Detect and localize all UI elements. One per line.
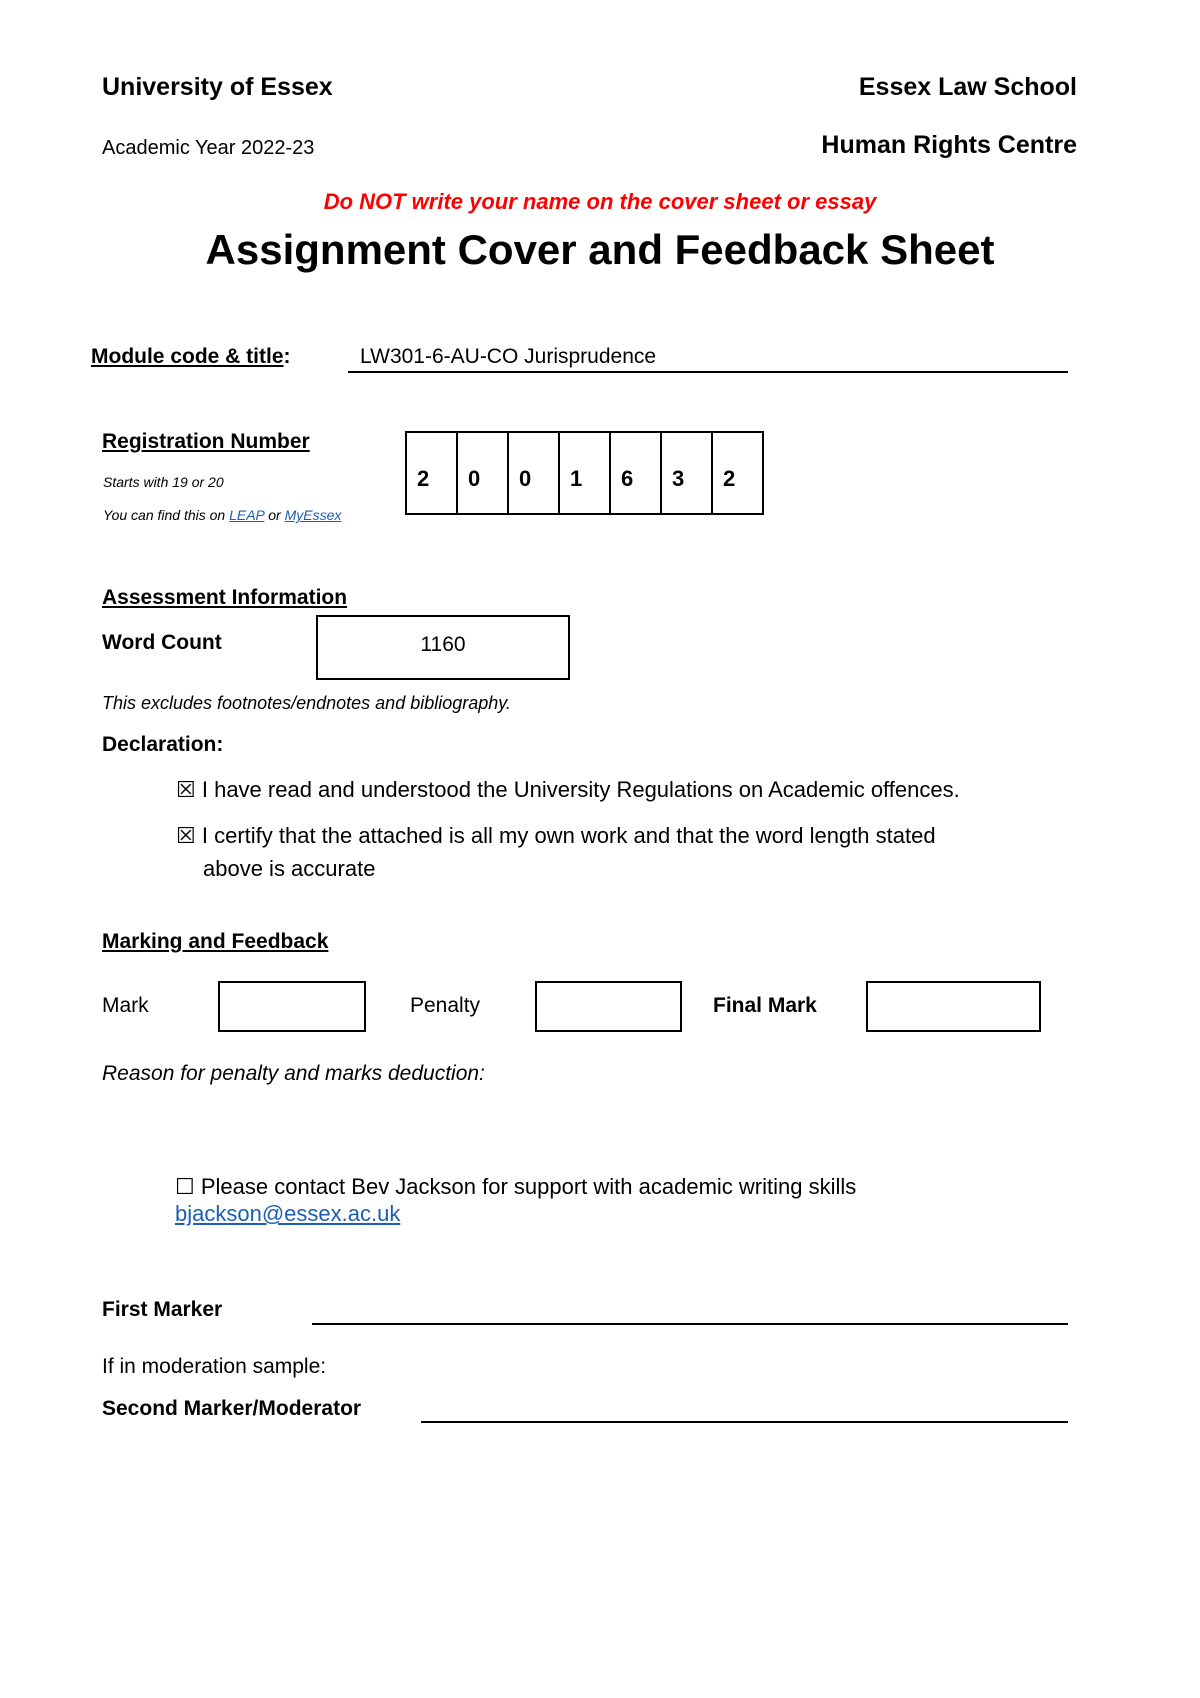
- centre-name: Human Rights Centre: [821, 131, 1077, 159]
- final-mark-label: Final Mark: [713, 994, 817, 1017]
- word-count-label: Word Count: [102, 631, 222, 654]
- name-warning: Do NOT write your name on the cover sheet or essay: [323, 189, 877, 214]
- declaration-item-1: ☒ I have read and understood the University Regulations on Academic offences.: [176, 777, 960, 802]
- registration-hint: Starts with 19 or 20: [103, 474, 224, 490]
- registration-digit[interactable]: 0: [456, 431, 509, 515]
- writing-support-option: ☐ Please contact Bev Jackson for support with academic writing skills: [175, 1174, 857, 1199]
- checkbox-empty-icon[interactable]: ☐: [175, 1174, 195, 1199]
- module-underline: [348, 371, 1068, 373]
- registration-heading: Registration Number: [102, 430, 310, 453]
- penalty-label: Penalty: [410, 994, 481, 1017]
- checkbox-checked-icon[interactable]: ☒: [176, 823, 196, 848]
- registration-number-boxes: [405, 431, 764, 515]
- registration-digit[interactable]: 3: [660, 431, 713, 515]
- module-label: Module code & title:: [91, 345, 291, 368]
- support-email-link[interactable]: bjackson@essex.ac.uk: [175, 1201, 401, 1226]
- marking-heading: Marking and Feedback: [102, 930, 329, 953]
- registration-digit[interactable]: 2: [711, 431, 764, 515]
- second-marker-line[interactable]: [421, 1421, 1068, 1423]
- declaration-item-2: ☒ I certify that the attached is all my own work and that the word length stated: [176, 823, 936, 848]
- registration-digit[interactable]: 2: [405, 431, 458, 515]
- page-title: Assignment Cover and Feedback Sheet: [205, 226, 995, 273]
- mark-label: Mark: [102, 994, 149, 1017]
- registration-source: You can find this on LEAP or MyEssex: [103, 507, 342, 523]
- declaration-heading: Declaration:: [102, 733, 224, 756]
- assessment-heading: Assessment Information: [102, 586, 348, 609]
- checkbox-checked-icon[interactable]: ☒: [176, 777, 196, 802]
- first-marker-line[interactable]: [312, 1323, 1068, 1325]
- academic-year: Academic Year 2022-23: [102, 137, 315, 159]
- penalty-reason-label: Reason for penalty and marks deduction:: [102, 1062, 485, 1085]
- registration-digit[interactable]: 1: [558, 431, 611, 515]
- leap-link[interactable]: LEAP: [229, 507, 265, 523]
- word-count-field[interactable]: 1160: [316, 615, 570, 680]
- mark-field[interactable]: [218, 981, 366, 1032]
- final-mark-field[interactable]: [866, 981, 1041, 1032]
- module-value: LW301-6-AU-CO Jurisprudence: [360, 345, 657, 368]
- registration-digit[interactable]: 0: [507, 431, 560, 515]
- university-name: University of Essex: [102, 73, 333, 101]
- penalty-field[interactable]: [535, 981, 682, 1032]
- declaration-item-2-cont: above is accurate: [203, 856, 376, 881]
- second-marker-label: Second Marker/Moderator: [102, 1397, 362, 1420]
- school-name: Essex Law School: [858, 73, 1077, 101]
- registration-digit[interactable]: 6: [609, 431, 662, 515]
- first-marker-label: First Marker: [102, 1298, 223, 1321]
- moderation-note: If in moderation sample:: [102, 1355, 327, 1378]
- myessex-link[interactable]: MyEssex: [284, 507, 342, 523]
- word-count-note: This excludes footnotes/endnotes and bibliography.: [102, 693, 511, 713]
